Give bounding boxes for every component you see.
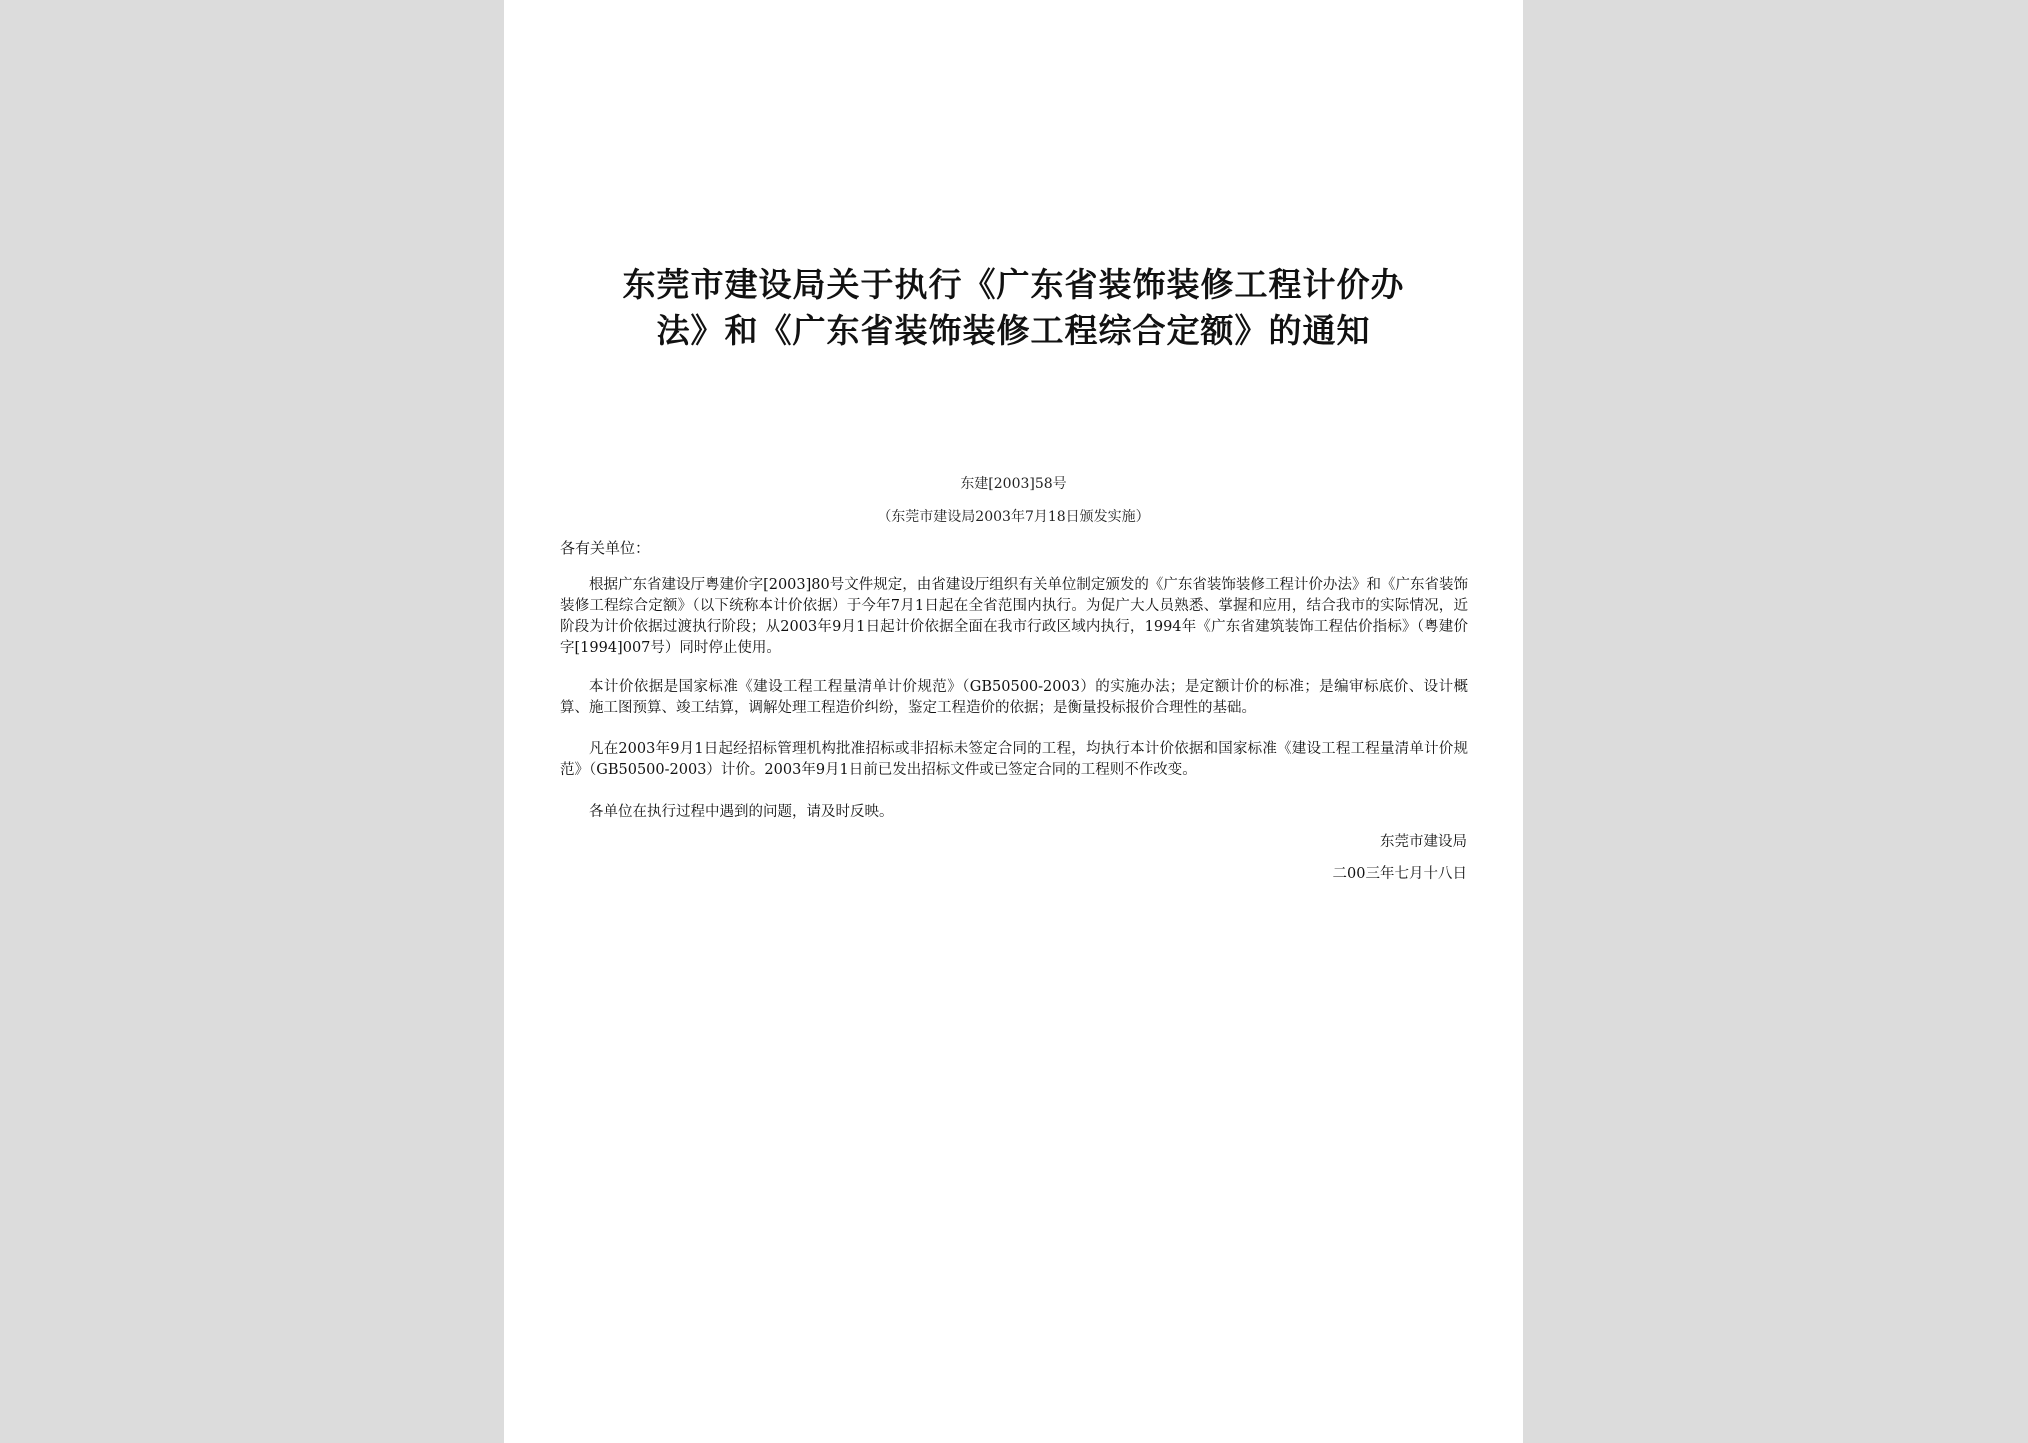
paragraph-1: 根据广东省建设厅粤建价字[2003]80号文件规定，由省建设厅组织有关单位制定颁发的《广东省装饰装修工程计价办法》和《广东省装饰装修工程综合定额》（以下统称本计价依据）于今年7月1日起在全省范围内执行。为促广大人员熟悉、掌握和应用，结合我市的实际情况，近阶段为计价依据过渡执行阶段；从2003年9月1日起计价依据全面在我市行政区域内执行，1994年《广东省建筑装饰工程估价指标》（粤建价字[1994]007号）同时停止使用。: [560, 577, 1468, 656]
salutation: 各有关单位：: [560, 539, 651, 557]
title-line-1: 东莞市建设局关于执行《广东省装饰装修工程计价办: [622, 265, 1405, 304]
document-page: [504, 0, 1523, 1443]
paragraph-2: 本计价依据是国家标准《建设工程工程量清单计价规范》（GB50500-2003）的实施办法；是定额计价的标准；是编审标底价、设计概算、施工图预算、竣工结算，调解处理工程造价纠纷，鉴定工程造价的依据；是衡量投标报价合理性的基础。: [560, 679, 1468, 716]
paragraph-4: 各单位在执行过程中遇到的问题，请及时反映。: [589, 804, 894, 820]
document-number: 东建[2003]58号: [960, 476, 1067, 492]
title-line-2: 法》和《广东省装饰装修工程综合定额》的通知: [656, 311, 1371, 350]
signer: 东莞市建设局: [1380, 834, 1467, 850]
document-title: [559, 262, 1468, 354]
issue-note: （东莞市建设局2003年7月18日颁发实施）: [877, 509, 1150, 525]
document-date: 二00三年七月十八日: [1332, 866, 1467, 882]
paragraph-3: 凡在2003年9月1日起经招标管理机构批准招标或非招标未签定合同的工程，均执行本计价依据和国家标准《建设工程工程量清单计价规范》（GB50500-2003）计价。2003年9月1日前已发出招标文件或已签定合同的工程则不作改变。: [560, 741, 1468, 778]
